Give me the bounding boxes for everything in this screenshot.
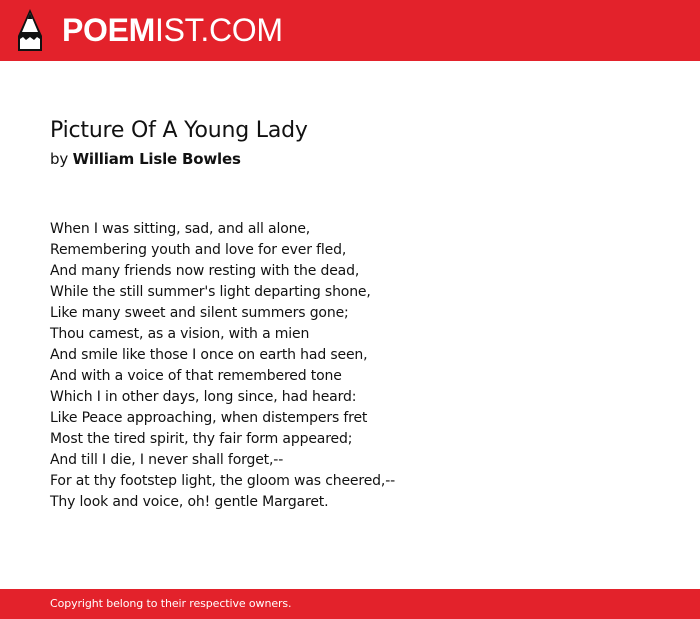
poem-line: Thou camest, as a vision, with a mien — [50, 326, 310, 342]
poem-line: While the still summer's light departing shone, — [50, 284, 371, 300]
poem-line: And smile like those I once on earth had seen, — [50, 347, 368, 363]
poem-title: Picture Of A Young Lady — [50, 118, 308, 143]
poem-author: William Lisle Bowles — [72, 150, 241, 168]
logo-text-bold: POEM — [62, 12, 156, 48]
site-header — [0, 0, 700, 61]
poem-line: For at thy footstep light, the gloom was cheered,-- — [50, 473, 395, 489]
poem-line: Most the tired spirit, thy fair form appeared; — [50, 431, 353, 447]
site-footer — [0, 589, 700, 619]
poem-body — [50, 219, 395, 513]
poem-line: Thy look and voice, oh! gentle Margaret. — [50, 494, 329, 510]
poem-line: And many friends now resting with the dead, — [50, 263, 360, 279]
by-label: by — [50, 150, 68, 168]
poem-line: Remembering youth and love for ever fled, — [50, 242, 347, 258]
poem-line: Like many sweet and silent summers gone; — [50, 305, 349, 321]
logo-text-light: IST.COM — [155, 12, 283, 48]
poem-line: And with a voice of that remembered tone — [50, 368, 342, 384]
poem-line: Like Peace approaching, when distempers fret — [50, 410, 368, 426]
pencil-icon[interactable] — [18, 9, 42, 51]
poem-line: And till I die, I never shall forget,-- — [50, 452, 284, 468]
poem-line: Which I in other days, long since, had heard: — [50, 389, 357, 405]
site-logo[interactable] — [62, 12, 283, 48]
poem-line: When I was sitting, sad, and all alone, — [50, 221, 311, 237]
copyright-text: Copyright belong to their respective owners. — [50, 597, 292, 610]
poem-byline — [50, 149, 241, 169]
